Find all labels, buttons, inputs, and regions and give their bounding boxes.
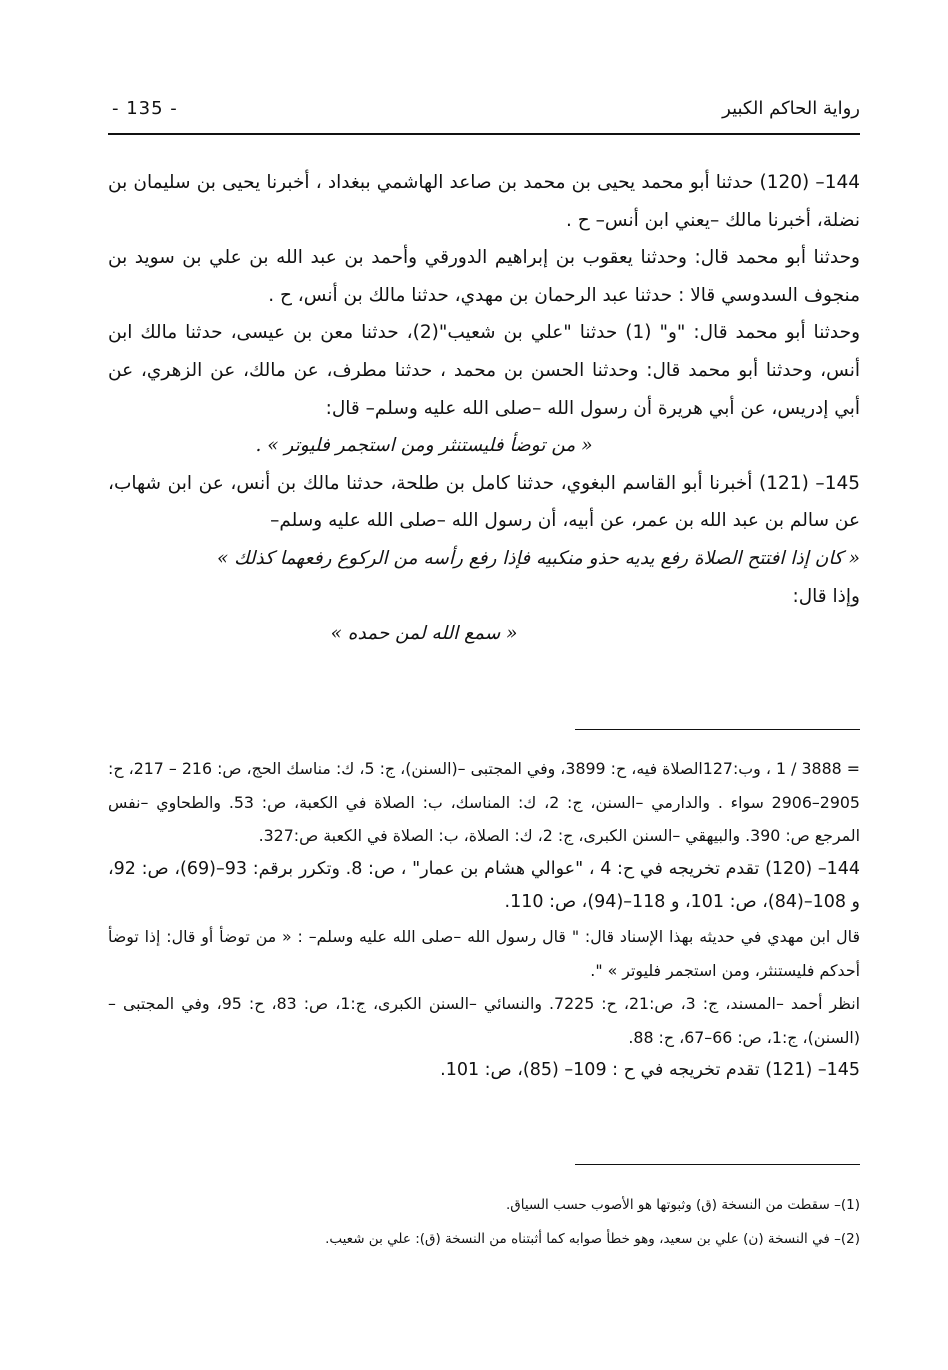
- note-ibn-mahdi: قال ابن مهدي في حديثه بهذا الإسناد قال: " قال رسول الله –صلى الله عليه وسلم– : « من توضأ أو قال: إذا توضأ أحدكم فليستنثر، ومن استجمر فليوتر » ".: [108, 926, 860, 980]
- hadith-145-matn: « كان إذا افتتح الصلاة رفع يديه حذو منكبيه فإذا رفع رأسه من الركوع رفعهما كذلك »: [216, 547, 860, 569]
- takhrij-notes: [108, 752, 860, 1088]
- notes-divider: [575, 729, 860, 730]
- page-number: - 135 -: [112, 98, 178, 119]
- hadith-144-matn: « من توضأ فليستنثر ومن استجمر فليوتر » .: [255, 435, 593, 457]
- note-continued: = 3888 / 1 ، وب:127الصلاة فيه، ح: 3899، وفي المجتبى –(السنن)، ج: 5، ك: مناسك الحج، ص: 216 – 217، ح: 2905–2906 سواء . والدارمي –السنن، ج: 2، ك: المناسك، ب: الصلاة في الكعبة، ص: 53. والطحاوي –نفس المرجع ص: 390. والبيهقي –السنن الكبرى، ج: 2، ك: الصلاة، ب: الصلاة في الكعبة ص:327.: [108, 759, 860, 846]
- note-145: 145– (121) تقدم تخريجه في ح : 109– (85)، ص: 101.: [440, 1060, 860, 1081]
- running-header-title: رواية الحاكم الكبير: [722, 98, 860, 119]
- header-rule: [108, 133, 860, 135]
- footnote-1: (1)– سقطت من النسخة (ق) وثبوتها هو الأصوب حسب السياق.: [505, 1197, 860, 1213]
- hadith-145-continuation: وإذا قال:: [792, 585, 860, 607]
- main-text: [108, 164, 860, 653]
- hadith-144-chain-2: وحدثنا أبو محمد قال: وحدثنا يعقوب بن إبراهيم الدورقي وأحمد بن عبد الله بن علي بن سويد بن منجوف السدوسي قالا : حدثنا عبد الرحمان بن مهدي، حدثنا مالك بن أنس، ح .: [108, 247, 860, 306]
- hadith-145-matn-2: « سمع الله لمن حمده »: [330, 623, 518, 645]
- note-references: انظر أحمد –المسند، ج: 3، ص:21، ح: 7225. والنسائي –السنن الكبرى، ج:1، ص: 83، ح: 95، وفي المجتبى –(السنن)، ج:1، ص: 66–67، ح: 88.: [108, 994, 860, 1047]
- hadith-144-chain-3: وحدثنا أبو محمد قال: "و" (1) حدثنا "علي بن شعيب"(2)، حدثنا معن بن عيسى، حدثنا مالك ابن أنس، وحدثنا أبو محمد قال: وحدثنا الحسن بن محمد ، حدثنا مطرف، عن مالك، عن الزهري، عن أبي إدريس، عن أبي هريرة أن رسول الله –صلى الله عليه وسلم– قال:: [108, 322, 861, 419]
- note-144: 144– (120) تقدم تخريجه في ح: 4 ، "عوالي هشام بن عمار" ، ص: 8. وتكرر برقم: 93–(69)، ص: 92، و 108–(84)، ص: 101، و 118–(94)، ص: 110.: [108, 858, 861, 913]
- footnote-2: (2)– في النسخة (ن) علي بن سعيد، وهو خطأ صوابه كما أثبتناه من النسخة (ق): علي بن شعيب.: [325, 1231, 860, 1247]
- footnotes: [108, 1188, 860, 1256]
- footnotes-divider: [575, 1164, 860, 1165]
- hadith-144-intro: 144– (120) حدثنا أبو محمد يحيى بن محمد بن صاعد الهاشمي ببغداد ، أخبرنا يحيى بن سليمان بن نضلة، أخبرنا مالك –يعني ابن أنس– ح .: [108, 172, 860, 231]
- hadith-145-intro: 145– (121) أخبرنا أبو القاسم البغوي، حدثنا كامل بن طلحة، حدثنا مالك بن أنس، عن ابن شهاب، عن سالم بن عبد الله بن عمر، عن أبيه، أن رسول الله –صلى الله عليه وسلم–: [108, 472, 860, 532]
